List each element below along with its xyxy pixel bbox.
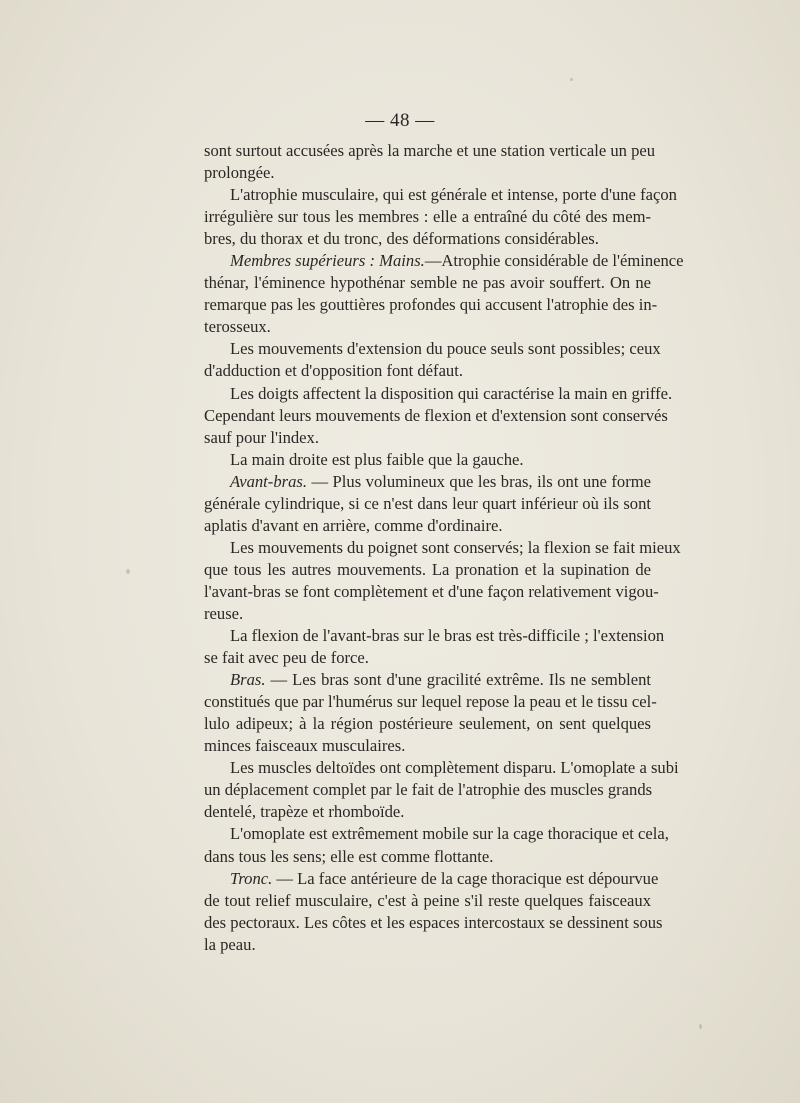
text-line xyxy=(204,206,651,228)
text-line xyxy=(204,405,668,427)
line-text: Les mouvements d'extension du pouce seuls sont possibles; ceux xyxy=(230,339,661,359)
text-line xyxy=(204,471,651,493)
line-text: remarque pas les gouttières profondes qui accusent l'atrophie des in- xyxy=(204,295,658,315)
text-line xyxy=(204,757,679,779)
line-text: des pectoraux. Les côtes et les espaces intercostaux se dessinent sous xyxy=(204,912,663,932)
line-text: Les muscles deltoïdes ont complètement disparu. L'omoplate a subi xyxy=(230,758,679,778)
line-text: La flexion de l'avant-bras sur le bras est très-difficile ; l'extension xyxy=(230,626,665,646)
text-line xyxy=(204,801,651,823)
text-line xyxy=(204,383,673,405)
line-text: — Plus volumineux que les bras, ils ont une forme xyxy=(306,471,651,491)
text-line xyxy=(204,272,651,294)
text-line xyxy=(204,625,665,647)
line-text: bres, du thorax et du tronc, des déformations considérables. xyxy=(204,229,599,249)
text-line xyxy=(204,735,651,757)
text-line xyxy=(204,338,661,360)
text-line xyxy=(204,427,651,449)
line-text: La main droite est plus faible que la gauche. xyxy=(230,449,524,469)
body-text xyxy=(204,140,684,956)
paper-speck xyxy=(699,1024,702,1029)
paper-speck xyxy=(570,78,573,81)
line-text: thénar, l'éminence hypothénar semble ne pas avoir souffert. On ne xyxy=(204,273,651,293)
text-line xyxy=(204,868,659,890)
line-text: Les doigts affectent la disposition qui caractérise la main en griffe. xyxy=(230,383,673,403)
line-text: Les mouvements du poignet sont conservés; la flexion se fait mieux xyxy=(230,537,681,557)
line-text: constitués que par l'humérus sur lequel repose la peau et le tissu cel- xyxy=(204,692,657,712)
text-line xyxy=(204,912,663,934)
line-text: — La face antérieure de la cage thoracique est dépourvue xyxy=(272,868,659,888)
text-line xyxy=(204,559,651,581)
text-line xyxy=(204,250,684,272)
line-text: l'avant-bras se font complètement et d'une façon relativement vigou- xyxy=(204,581,659,601)
text-line xyxy=(204,449,651,471)
text-line xyxy=(204,603,651,625)
line-text: L'atrophie musculaire, qui est générale et intense, porte d'une façon xyxy=(230,185,677,205)
line-text: irrégulière sur tous les membres : elle a entraîné du côté des mem- xyxy=(204,207,651,227)
italic-heading: Avant-bras. xyxy=(230,471,307,491)
line-text: — Les bras sont d'une gracilité extrême. Ils ne semblent xyxy=(265,670,651,690)
italic-heading: Bras. xyxy=(230,670,266,690)
text-line xyxy=(204,779,651,801)
line-text: minces faisceaux musculaires. xyxy=(204,736,406,756)
line-text: sauf pour l'index. xyxy=(204,427,319,447)
line-text: un déplacement complet par le fait de l'atrophie des muscles grands xyxy=(204,780,653,800)
text-line xyxy=(204,823,669,845)
line-text: que tous les autres mouvements. La pronation et la supination de xyxy=(204,559,651,579)
text-line xyxy=(204,515,651,537)
text-line xyxy=(204,228,651,250)
line-text: d'adduction et d'opposition font défaut. xyxy=(204,361,463,381)
italic-heading: Membres supérieurs : Mains. xyxy=(230,251,425,271)
line-text: la peau. xyxy=(204,934,256,954)
text-line xyxy=(204,713,651,735)
text-line xyxy=(204,316,651,338)
italic-heading: Tronc. xyxy=(230,868,273,888)
text-line xyxy=(204,669,651,691)
line-text: de tout relief musculaire, c'est à peine s'il reste quelques faisceaux xyxy=(204,890,651,910)
page-number: — 48 — xyxy=(365,110,435,131)
text-line xyxy=(204,140,656,162)
text-line xyxy=(204,162,651,184)
text-line xyxy=(204,647,651,669)
text-line xyxy=(204,184,677,206)
text-line xyxy=(204,294,658,316)
line-text: lulo adipeux; à la région postérieure seulement, on sent quelques xyxy=(204,714,651,734)
line-text: sont surtout accusées après la marche et une station verticale un peu xyxy=(204,141,656,160)
text-line xyxy=(204,846,651,868)
line-text: aplatis d'avant en arrière, comme d'ordinaire. xyxy=(204,515,503,535)
line-text: reuse. xyxy=(204,603,244,623)
text-line xyxy=(204,890,651,912)
line-text: —Atrophie considérable de l'éminence xyxy=(424,251,684,271)
text-line xyxy=(204,691,657,713)
text-line xyxy=(204,934,651,956)
line-text: L'omoplate est extrêmement mobile sur la cage thoracique et cela, xyxy=(230,824,669,844)
paper-speck xyxy=(126,569,130,574)
line-text: se fait avec peu de force. xyxy=(204,648,369,668)
line-text: terosseux. xyxy=(204,317,271,337)
line-text: dentelé, trapèze et rhomboïde. xyxy=(204,802,405,822)
line-text: prolongée. xyxy=(204,163,275,183)
text-line xyxy=(204,360,651,382)
line-text: Cependant leurs mouvements de flexion et d'extension sont conservés xyxy=(204,405,668,425)
text-line xyxy=(204,537,681,559)
text-line xyxy=(204,493,651,515)
text-line xyxy=(204,581,659,603)
line-text: générale cylindrique, si ce n'est dans leur quart inférieur où ils sont xyxy=(204,493,651,513)
line-text: dans tous les sens; elle est comme flottante. xyxy=(204,846,494,866)
